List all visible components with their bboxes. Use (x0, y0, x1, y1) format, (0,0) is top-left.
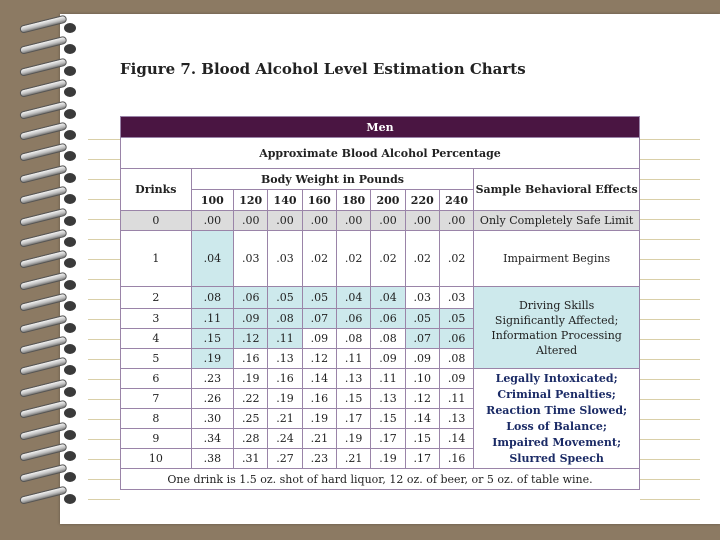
bac-value-cell: .25 (234, 409, 268, 429)
spiral-coil (20, 172, 78, 186)
bac-value-cell: .00 (337, 211, 371, 231)
bac-value-cell: .13 (439, 409, 473, 429)
spiral-coil (20, 322, 78, 336)
bac-value-cell: .15 (337, 389, 371, 409)
spiral-coil (20, 343, 78, 357)
bac-value-cell: .03 (439, 287, 473, 309)
effect-legal-line: Slurred Speech (509, 451, 604, 465)
bac-value-cell: .23 (302, 449, 336, 469)
spiral-coil (20, 450, 78, 464)
effects-header: Sample Behavioral Effects (474, 169, 640, 211)
effect-driving-line: Altered (536, 343, 578, 357)
drinks-cell: 1 (121, 231, 192, 287)
bac-value-cell: .02 (337, 231, 371, 287)
table-row (121, 369, 640, 389)
bac-value-cell: .08 (268, 309, 302, 329)
bac-value-cell: .16 (302, 389, 336, 409)
weight-column-header: 160 (302, 190, 336, 211)
effect-safe: Only Completely Safe Limit (474, 211, 640, 231)
bac-value-cell: .05 (302, 287, 336, 309)
effect-impairment: Impairment Begins (474, 231, 640, 287)
bac-value-cell: .11 (371, 369, 405, 389)
bac-value-cell: .09 (439, 369, 473, 389)
bac-value-cell: .04 (337, 287, 371, 309)
spiral-coil (20, 386, 78, 400)
spiral-coil (20, 193, 78, 207)
weight-header: Body Weight in Pounds (191, 169, 474, 190)
bac-value-cell: .21 (268, 409, 302, 429)
bac-value-cell: .02 (405, 231, 439, 287)
weight-column-header: 140 (268, 190, 302, 211)
bac-value-cell: .00 (234, 211, 268, 231)
bac-value-cell: .14 (439, 429, 473, 449)
bac-value-cell: .17 (405, 449, 439, 469)
bac-value-cell: .16 (268, 369, 302, 389)
bac-value-cell: .23 (191, 369, 233, 389)
bac-value-cell: .10 (405, 369, 439, 389)
spiral-coil (20, 429, 78, 443)
table-row (121, 287, 640, 309)
bac-value-cell: .12 (405, 389, 439, 409)
bac-value-cell: .00 (371, 211, 405, 231)
drinks-cell: 10 (121, 449, 192, 469)
bac-value-cell: .00 (405, 211, 439, 231)
bac-value-cell: .34 (191, 429, 233, 449)
drinks-cell: 2 (121, 287, 192, 309)
spiral-coil (20, 407, 78, 421)
effect-legal-line: Impaired Movement; (492, 435, 622, 449)
effect-legal (474, 369, 640, 469)
bac-value-cell: .08 (439, 349, 473, 369)
bac-value-cell: .11 (337, 349, 371, 369)
bac-value-cell: .09 (234, 309, 268, 329)
bac-value-cell: .13 (337, 369, 371, 389)
spiral-coil (20, 493, 78, 507)
bac-value-cell: .22 (234, 389, 268, 409)
spiral-coil (20, 279, 78, 293)
bac-value-cell: .30 (191, 409, 233, 429)
spiral-coil (20, 86, 78, 100)
bac-value-cell: .08 (337, 329, 371, 349)
bac-value-cell: .00 (268, 211, 302, 231)
spiral-coil (20, 364, 78, 378)
bac-value-cell: .05 (439, 309, 473, 329)
bac-value-cell: .04 (191, 231, 233, 287)
bac-value-cell: .11 (268, 329, 302, 349)
bac-value-cell: .03 (405, 287, 439, 309)
spiral-coil (20, 43, 78, 57)
bac-value-cell: .08 (191, 287, 233, 309)
group-header: Men (121, 117, 640, 138)
drinks-cell: 5 (121, 349, 192, 369)
bac-value-cell: .31 (234, 449, 268, 469)
bac-value-cell: .07 (405, 329, 439, 349)
bac-value-cell: .03 (268, 231, 302, 287)
bac-value-cell: .02 (302, 231, 336, 287)
bac-value-cell: .05 (405, 309, 439, 329)
spiral-coil (20, 150, 78, 164)
bac-value-cell: .12 (234, 329, 268, 349)
bac-value-cell: .19 (337, 429, 371, 449)
bac-value-cell: .21 (302, 429, 336, 449)
bac-value-cell: .11 (191, 309, 233, 329)
ruled-lines-left (88, 120, 120, 510)
effect-legal-line: Criminal Penalties; (497, 387, 616, 401)
bac-value-cell: .15 (371, 409, 405, 429)
effect-legal-line: Legally Intoxicated; (495, 371, 618, 385)
effect-driving-line: Information Processing (491, 328, 622, 342)
bac-value-cell: .02 (439, 231, 473, 287)
bac-value-cell: .19 (268, 389, 302, 409)
bac-value-cell: .14 (405, 409, 439, 429)
effect-driving-line: Significantly Affected; (494, 313, 619, 327)
spiral-binding (0, 0, 90, 540)
spiral-coil (20, 22, 78, 36)
drinks-cell: 4 (121, 329, 192, 349)
bac-value-cell: .19 (302, 409, 336, 429)
table-subtitle: Approximate Blood Alcohol Percentage (121, 138, 640, 169)
spiral-coil (20, 471, 78, 485)
drinks-cell: 7 (121, 389, 192, 409)
spiral-coil (20, 129, 78, 143)
drinks-cell: 3 (121, 309, 192, 329)
bac-value-cell: .16 (234, 349, 268, 369)
weight-column-header: 200 (371, 190, 405, 211)
bac-value-cell: .14 (302, 369, 336, 389)
bac-value-cell: .12 (302, 349, 336, 369)
bac-value-cell: .02 (371, 231, 405, 287)
bac-value-cell: .08 (371, 329, 405, 349)
weight-column-header: 100 (191, 190, 233, 211)
effect-legal-line: Reaction Time Slowed; (486, 403, 628, 417)
drinks-cell: 6 (121, 369, 192, 389)
bac-value-cell: .15 (191, 329, 233, 349)
bac-value-cell: .27 (268, 449, 302, 469)
bac-value-cell: .06 (234, 287, 268, 309)
effect-driving-line: Driving Skills (518, 298, 595, 312)
drinks-cell: 9 (121, 429, 192, 449)
bac-value-cell: .11 (439, 389, 473, 409)
footer-note: One drink is 1.5 oz. shot of hard liquor, 12 oz. of beer, or 5 oz. of table wine. (121, 469, 640, 490)
weight-column-header: 220 (405, 190, 439, 211)
bac-value-cell: .03 (234, 231, 268, 287)
spiral-coil (20, 300, 78, 314)
bac-value-cell: .06 (337, 309, 371, 329)
spiral-coil (20, 108, 78, 122)
bac-value-cell: .00 (439, 211, 473, 231)
bac-value-cell: .09 (405, 349, 439, 369)
bac-value-cell: .21 (337, 449, 371, 469)
bac-value-cell: .24 (268, 429, 302, 449)
effect-driving (474, 287, 640, 369)
bac-table (120, 116, 640, 490)
figure-title: Figure 7. Blood Alcohol Level Estimation Charts (120, 60, 526, 78)
bac-value-cell: .19 (191, 349, 233, 369)
bac-value-cell: .13 (371, 389, 405, 409)
bac-value-cell: .19 (371, 449, 405, 469)
spiral-coil (20, 215, 78, 229)
bac-value-cell: .17 (371, 429, 405, 449)
bac-value-cell: .06 (439, 329, 473, 349)
spiral-coil (20, 257, 78, 271)
drinks-cell: 8 (121, 409, 192, 429)
bac-value-cell: .26 (191, 389, 233, 409)
bac-value-cell: .17 (337, 409, 371, 429)
table-row (121, 211, 640, 231)
drinks-cell: 0 (121, 211, 192, 231)
bac-value-cell: .05 (268, 287, 302, 309)
bac-value-cell: .06 (371, 309, 405, 329)
bac-value-cell: .38 (191, 449, 233, 469)
bac-value-cell: .19 (234, 369, 268, 389)
table-row (121, 231, 640, 287)
ruled-lines-right (640, 120, 700, 510)
bac-value-cell: .16 (439, 449, 473, 469)
bac-value-cell: .04 (371, 287, 405, 309)
bac-value-cell: .00 (302, 211, 336, 231)
effect-legal-line: Loss of Balance; (506, 419, 607, 433)
weight-column-header: 120 (234, 190, 268, 211)
bac-value-cell: .00 (191, 211, 233, 231)
spiral-coil (20, 65, 78, 79)
bac-value-cell: .07 (302, 309, 336, 329)
weight-column-header: 180 (337, 190, 371, 211)
weight-column-header: 240 (439, 190, 473, 211)
bac-value-cell: .28 (234, 429, 268, 449)
drinks-header: Drinks (121, 169, 192, 211)
spiral-coil (20, 236, 78, 250)
bac-value-cell: .13 (268, 349, 302, 369)
bac-value-cell: .09 (302, 329, 336, 349)
bac-value-cell: .15 (405, 429, 439, 449)
bac-value-cell: .09 (371, 349, 405, 369)
